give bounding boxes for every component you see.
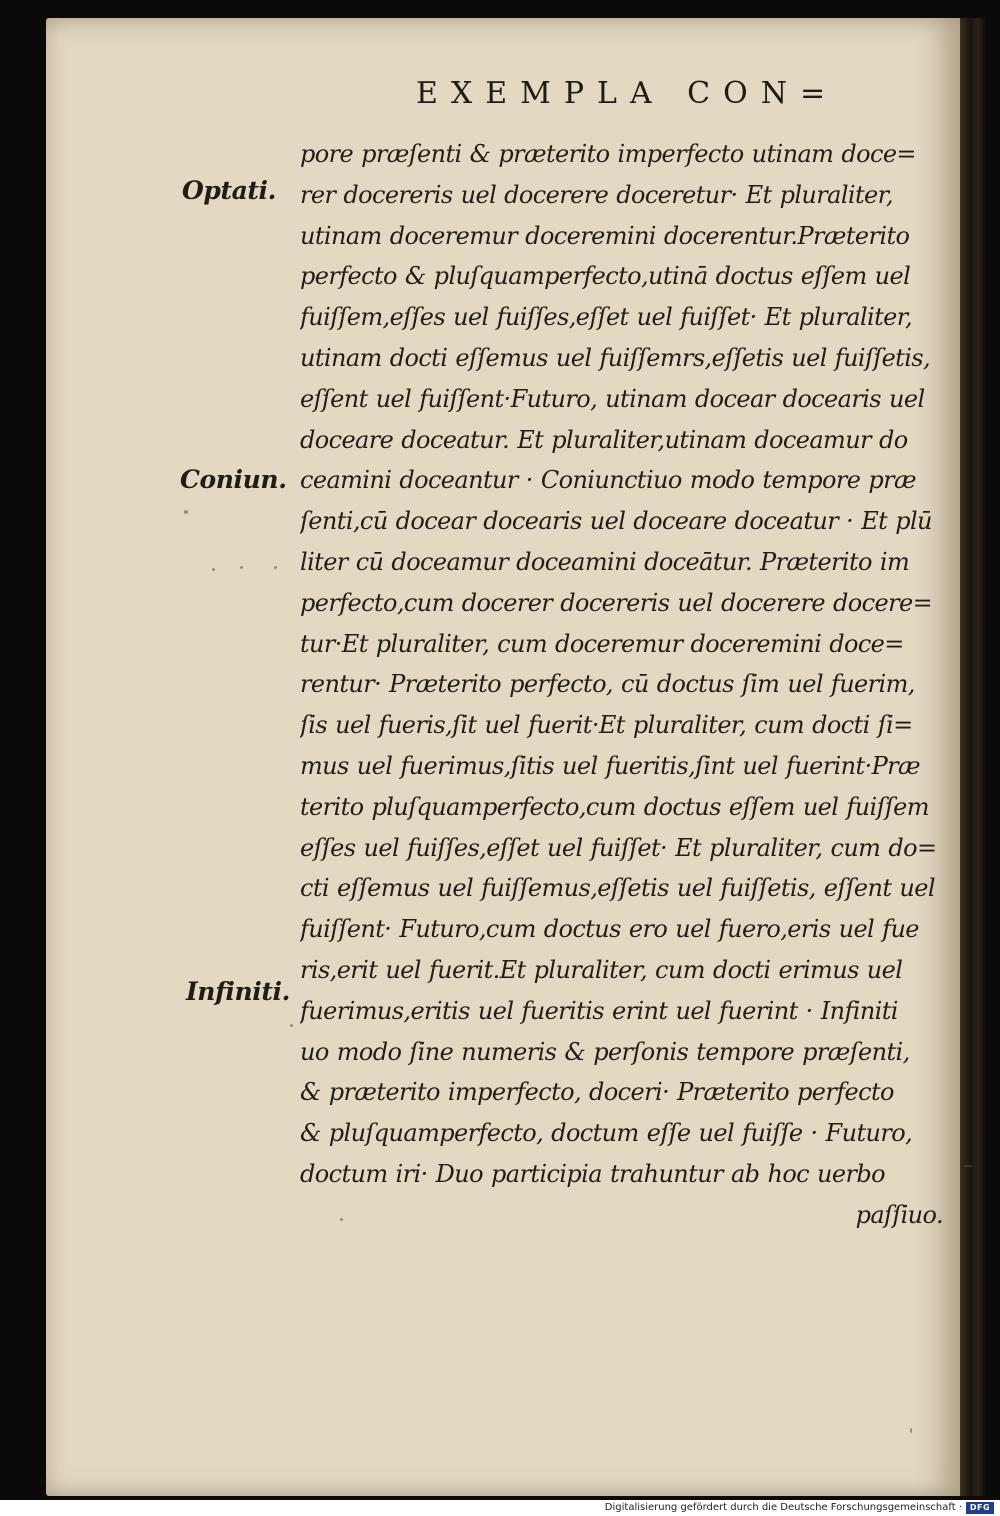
body-line: doctum iri· Duo participia trahuntur ab hoc uerbo xyxy=(300,1159,885,1188)
body-line: liter cū doceamur doceamini doceātur. Præterito im xyxy=(300,547,910,576)
marginal-note-coniun: Coniun. xyxy=(180,465,287,494)
body-line: rentur· Præterito perfecto, cū doctus ſim uel fuerim, xyxy=(300,670,915,699)
body-line: uo modo ſine numeris & perſonis tempore præſenti, xyxy=(300,1037,910,1066)
body-line-catchword: paſſiuo. xyxy=(855,1200,943,1229)
marginal-note-optati: Optati. xyxy=(182,176,276,205)
body-line: tur·Et pluraliter, cum doceremur doceremini doce= xyxy=(300,629,904,658)
body-line: & pluſquamperfecto, doctum eſſe uel fuiſſe · Futuro, xyxy=(300,1119,913,1148)
body-line: ris,erit uel fuerit.Et pluraliter, cum docti erimus uel xyxy=(300,955,903,984)
ink-speck xyxy=(212,568,215,571)
body-line: fuiſſem,eſſes uel fuiſſes,eſſet uel fuiſſet· Et pluraliter, xyxy=(300,303,913,332)
dfg-logo: DFG xyxy=(966,1502,994,1514)
body-line: ceamini doceantur · Coniunctiuo modo tempore præ xyxy=(300,466,916,495)
body-line: doceare doceatur. Et pluraliter,utinam doceamur do xyxy=(300,425,908,454)
body-line: eſſes uel fuiſſes,eſſet uel fuiſſet· Et pluraliter, cum do= xyxy=(300,833,937,862)
body-line: eſſent uel fuiſſent·Futuro, utinam docear docearis uel xyxy=(300,384,925,413)
body-line: fuerimus,eritis uel fueritis erint uel fuerint · Infiniti xyxy=(300,996,898,1025)
ink-speck xyxy=(340,1218,343,1221)
digitization-footer xyxy=(0,1500,1000,1516)
page-edge xyxy=(960,18,986,1496)
body-line: ſenti,cū docear docearis uel doceare doceatur · Et plū xyxy=(300,507,932,536)
marginal-note-infiniti: Infiniti. xyxy=(186,977,290,1006)
body-line: cti eſſemus uel fuiſſemus,eſſetis uel fuiſſetis, eſſent uel xyxy=(300,874,935,903)
body-text xyxy=(300,134,945,1236)
body-line: perfecto,cum docerer docereris uel docerere docere= xyxy=(300,588,933,617)
body-line: terito pluſquamperfecto,cum doctus eſſem uel fuiſſem xyxy=(300,792,929,821)
running-head: EXEMPLA CON= xyxy=(416,76,839,111)
body-line: perfecto & pluſquamperfecto,utinā doctus eſſem uel xyxy=(300,262,911,291)
body-line: & præterito imperfecto, doceri· Præterito perfecto xyxy=(300,1078,894,1107)
ink-speck xyxy=(964,1165,972,1167)
ink-speck xyxy=(184,510,188,514)
body-line: fuiſſent· Futuro,cum doctus ero uel fuero,eris uel fue xyxy=(300,915,919,944)
body-line: pore præſenti & præterito imperfecto utinam doce= xyxy=(300,140,916,168)
body-line: utinam doceremur doceremini docerentur.Præterito xyxy=(300,221,910,250)
ink-speck xyxy=(274,566,277,569)
body-line: rer docereris uel docerere doceretur· Et pluraliter, xyxy=(300,180,893,209)
ink-speck xyxy=(290,1024,293,1027)
body-line: ſis uel fueris,ſit uel fuerit·Et pluraliter, cum docti ſi= xyxy=(300,711,913,740)
ink-speck xyxy=(910,1428,912,1433)
body-line: mus uel fuerimus,ſitis uel fueritis,ſint uel fuerint·Præ xyxy=(300,751,920,780)
body-line: utinam docti eſſemus uel fuiſſemrs,eſſetis uel fuiſſetis, xyxy=(300,343,931,372)
footer-credit: Digitalisierung gefördert durch die Deutsche Forschungsgemeinschaft · xyxy=(604,1502,962,1513)
ink-speck xyxy=(240,566,243,569)
